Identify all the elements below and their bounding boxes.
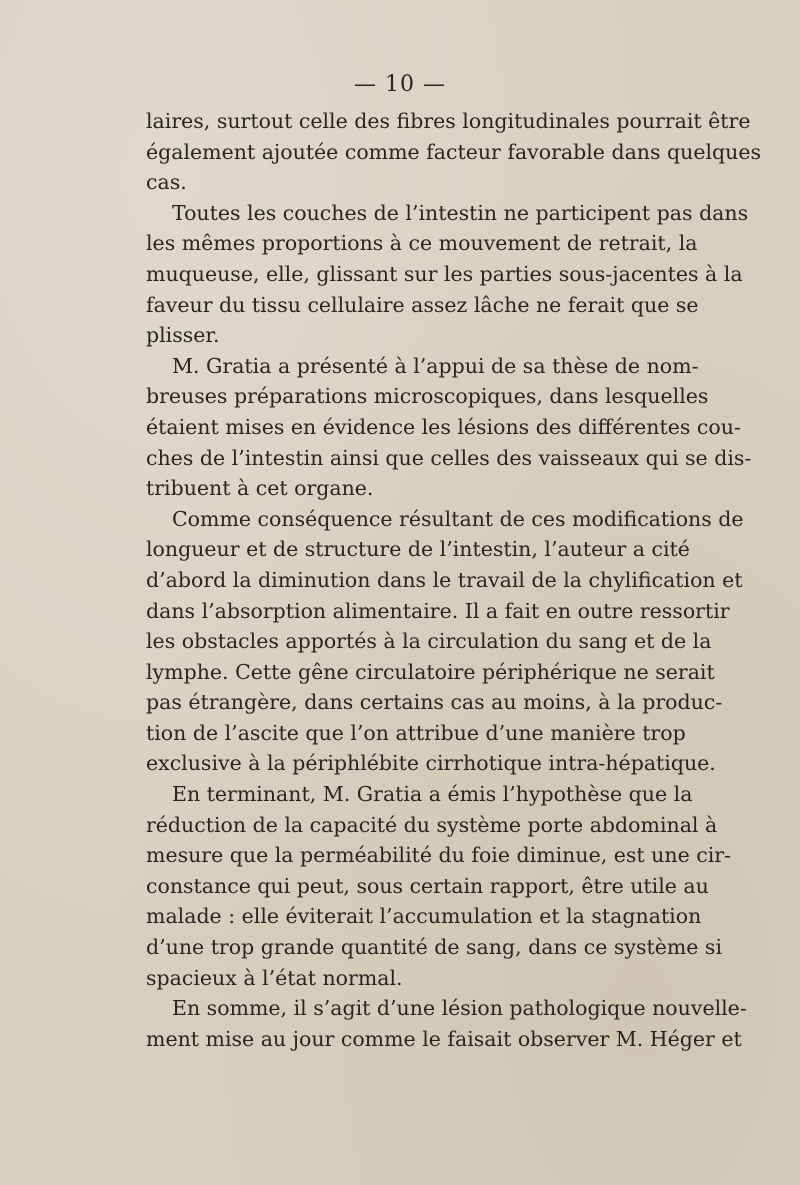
text-line: faveur du tissu cellulaire assez lâche ne ferait que se xyxy=(146,292,699,317)
text-line: également ajoutée comme facteur favorable dans quelques xyxy=(146,139,762,164)
text-line: Comme conséquence résultant de ces modifications de xyxy=(172,506,744,531)
text-line: ches de l’intestin ainsi que celles des vaisseaux qui se dis- xyxy=(146,445,752,470)
text-line: malade : elle éviterait l’accumulation et la stagnation xyxy=(146,904,702,929)
text-line: constance qui peut, sous certain rapport, être utile au xyxy=(146,873,709,898)
text-line: spacieux à l’état normal. xyxy=(146,965,403,990)
text-line: M. Gratia a présenté à l’appui de sa thèse de nom- xyxy=(172,353,699,378)
text-line: exclusive à la périphlébite cirrhotique intra-hépatique. xyxy=(146,751,716,776)
page-number: — 10 — xyxy=(354,72,446,97)
text-line: d’une trop grande quantité de sang, dans ce système si xyxy=(146,935,723,960)
text-line: les mêmes proportions à ce mouvement de retrait, la xyxy=(146,231,698,256)
text-line: cas. xyxy=(146,170,187,195)
text-line: réduction de la capacité du système porte abdominal à xyxy=(146,812,718,837)
text-line: lymphe. Cette gêne circulatoire périphérique ne serait xyxy=(146,659,715,684)
text-line: pas étrangère, dans certains cas au moins, à la produc- xyxy=(146,690,723,715)
text-line: En terminant, M. Gratia a émis l’hypothèse que la xyxy=(172,782,693,807)
text-line: En somme, il s’agit d’une lésion pathologique nouvelle- xyxy=(172,996,747,1021)
body-text xyxy=(146,106,762,1054)
text-line: tion de l’ascite que l’on attribue d’une manière trop xyxy=(146,720,686,745)
text-line: Toutes les couches de l’intestin ne participent pas dans xyxy=(172,200,749,225)
text-line: dans l’absorption alimentaire. Il a fait en outre ressortir xyxy=(146,598,730,623)
text-line: breuses préparations microscopiques, dans lesquelles xyxy=(146,384,709,409)
text-line: d’abord la diminution dans le travail de la chylification et xyxy=(146,567,743,592)
text-line: plisser. xyxy=(146,323,220,348)
text-line: tribuent à cet organe. xyxy=(146,476,374,501)
text-line: mesure que la perméabilité du foie diminue, est une cir- xyxy=(146,843,731,868)
text-line: longueur et de structure de l’intestin, l’auteur a cité xyxy=(146,537,690,562)
text-line: les obstacles apportés à la circulation du sang et de la xyxy=(146,629,712,654)
text-line: laires, surtout celle des fibres longitudinales pourrait être xyxy=(146,109,751,133)
text-line: étaient mises en évidence les lésions des différentes cou- xyxy=(146,414,741,439)
text-line: muqueuse, elle, glissant sur les parties sous-jacentes à la xyxy=(146,261,743,286)
text-line: ment mise au jour comme le faisait observer M. Héger et xyxy=(146,1026,742,1051)
